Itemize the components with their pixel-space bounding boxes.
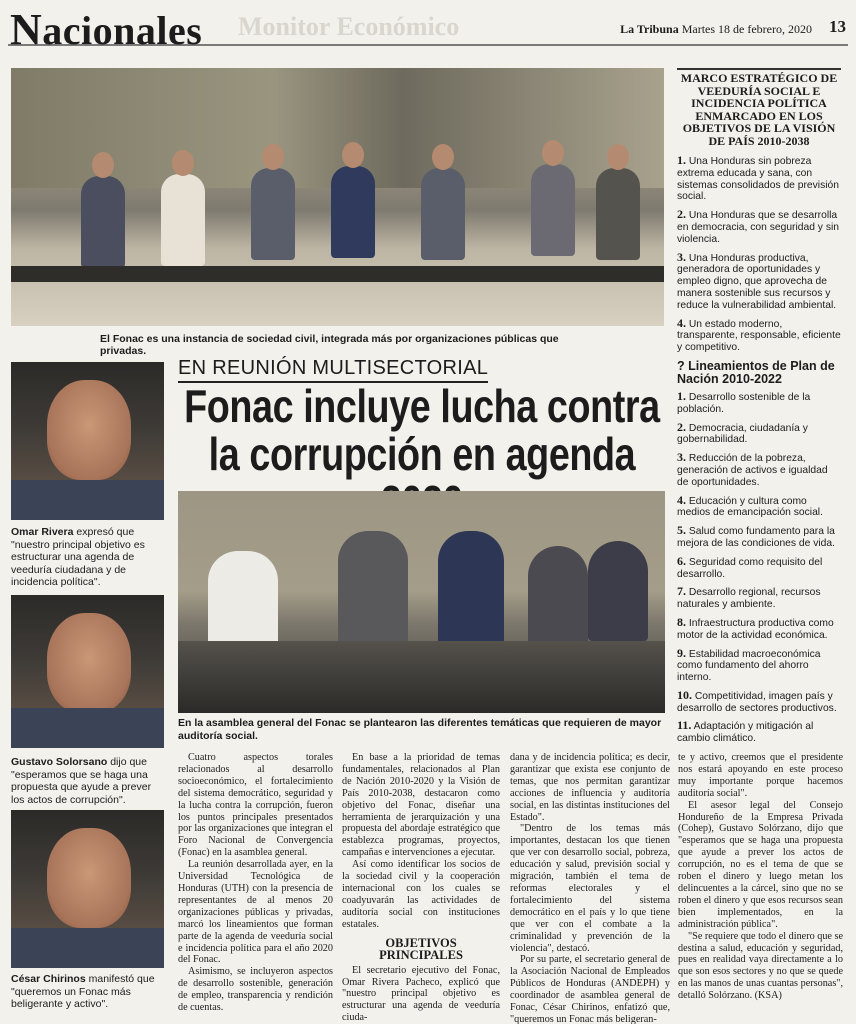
side-caption-name: Omar Rivera bbox=[11, 526, 74, 538]
portrait-face bbox=[47, 828, 131, 928]
portrait-suit bbox=[11, 928, 164, 968]
page-header bbox=[8, 4, 848, 54]
photo-head bbox=[342, 142, 364, 168]
photo-head bbox=[92, 152, 114, 178]
portrait-face bbox=[47, 613, 131, 713]
item-number: 3. bbox=[677, 249, 686, 264]
article-column-4 bbox=[678, 752, 843, 1002]
objectives-list bbox=[677, 155, 841, 354]
item-number: 4. bbox=[677, 315, 686, 330]
article-paragraph: te y activo, creemos que el presidente nos estará apoyando en este proceso muy importante porque hacemos auditoría social". bbox=[678, 752, 843, 799]
lineamiento-item bbox=[677, 525, 841, 550]
lineamiento-item bbox=[677, 586, 841, 611]
side-caption-name: César Chirinos bbox=[11, 973, 86, 985]
item-number: 5. bbox=[677, 523, 686, 538]
item-text: Desarrollo regional, recursos naturales y ambiente. bbox=[677, 587, 821, 611]
item-text: Seguridad como requisito del desarrollo. bbox=[677, 556, 823, 580]
lineamiento-item bbox=[677, 720, 841, 745]
article-paragraph: "Dentro de los temas más importantes, destacan los que tienen que ver con desarrollo social, pobreza, educación y salud, previsión social y migración, también el tema de reformas electorales y el fortalecimiento del sistema democrático en el país y lo que tiene que ver con el combate a la criminalidad y prevención de la violencia", destacó. bbox=[510, 823, 670, 954]
meeting-photo-top bbox=[11, 68, 664, 326]
portrait-gustavo-solorsano bbox=[11, 595, 164, 748]
photo-person bbox=[338, 531, 408, 651]
side-caption-3 bbox=[11, 973, 166, 1011]
top-photo-caption: El Fonac es una instancia de sociedad civil, integrada más por organizaciones públicas que privadas. bbox=[100, 333, 559, 357]
lineamiento-item bbox=[677, 614, 841, 642]
section-title-cap: N bbox=[10, 5, 43, 54]
photo-head bbox=[432, 144, 454, 170]
section-title-rest: acionales bbox=[42, 8, 203, 53]
item-number: 2. bbox=[677, 419, 686, 434]
lineamiento-item bbox=[677, 419, 841, 447]
portrait-cesar-chirinos bbox=[11, 810, 164, 968]
item-number: 7. bbox=[677, 584, 686, 599]
item-text: Estabilidad macroeconómica como fundamento del ahorro interno. bbox=[677, 648, 821, 684]
photo-person bbox=[251, 168, 295, 260]
article-column-1 bbox=[178, 752, 333, 1014]
photo-head bbox=[262, 144, 284, 170]
photo-person bbox=[421, 168, 465, 260]
lineamientos-subtitle: ? Lineamientos de Plan de Nación 2010-2022 bbox=[677, 358, 835, 386]
photo-table bbox=[11, 266, 664, 282]
publication-name: La Tribuna bbox=[620, 22, 679, 36]
item-number: 10. bbox=[677, 687, 692, 702]
item-text: Educación y cultura como medios de emancipación social. bbox=[677, 495, 823, 519]
lineamientos-list bbox=[677, 388, 841, 745]
assembly-photo-caption: En la asamblea general del Fonac se plantearon las diferentes temáticas que requieren de mayor auditoría social. bbox=[178, 717, 662, 742]
meeting-photo-assembly bbox=[178, 491, 665, 713]
article-paragraph: Asimismo, se incluyeron aspectos de desarrollo sostenible, generación de empleo, transparencia y rendición de cuentas. bbox=[178, 966, 333, 1014]
article-paragraph: El secretario ejecutivo del Fonac, Omar Rivera Pacheco, explicó que "nuestro principal objetivo es estructurar una agenda de veeduría ciuda- bbox=[342, 964, 500, 1024]
article-column-3 bbox=[510, 752, 670, 1024]
item-number: 2. bbox=[677, 207, 686, 222]
objective-item bbox=[677, 209, 841, 245]
item-text: Salud como fundamento para la mejora de las condiciones de vida. bbox=[677, 526, 835, 549]
lineamiento-item bbox=[677, 687, 841, 715]
publication-date: Martes 18 de febrero, 2020 bbox=[681, 22, 812, 36]
article-subhead: OBJETIVOS PRINCIPALES bbox=[379, 935, 463, 962]
article-paragraph: La reunión desarrollada ayer, en la Universidad Tecnológica de Honduras (UTH) con la presencia de representantes de al menos 20 organizaciones públicas y privadas, marcó los lineamientos que forman parte de la agenda de veeduría social e incidencia política para el año 2020 del Fonac. bbox=[178, 859, 333, 966]
article-paragraph: El asesor legal del Consejo Hondureño de la Empresa Privada (Cohep), Gustavo Solórzano, dijo que "esperamos que se haga una propuesta que ayude a prever los actos de corrupción, no es el tema de que se roben el dinero y luego metan los delincuentes a la cárcel, sino que no se roben el dinero y que esos recursos sean bien implementados, en la administración pública". bbox=[678, 799, 843, 930]
photo-head bbox=[542, 140, 564, 166]
side-caption-name: Gustavo Solorsano bbox=[11, 756, 108, 768]
item-text: Infraestructura productiva como motor de la actividad económica. bbox=[677, 617, 834, 641]
item-number: 3. bbox=[677, 450, 686, 465]
photo-person bbox=[588, 541, 648, 641]
article-paragraph: Por su parte, el secretario general de la Asociación Nacional de Empleados Públicos de Honduras (ANDEPH) y coordinador de asamblea general de Fonac, César Chirinos, enfatizó que, "queremos un Fonac más beligeran- bbox=[510, 954, 670, 1024]
photo-table bbox=[178, 641, 665, 713]
portrait-suit bbox=[11, 708, 164, 748]
side-caption-text: dijo que "esperamos que se haga una propuesta que ayude a prever los actos de corrupción". bbox=[11, 756, 152, 806]
photo-person bbox=[81, 176, 125, 268]
item-text: Competitividad, imagen país y desarrollo de sectores productivos. bbox=[677, 690, 837, 714]
item-number: 4. bbox=[677, 492, 686, 507]
item-number: 6. bbox=[677, 553, 686, 568]
item-text: Una Honduras sin pobreza extrema educada y sana, con sistemas consolidados de previsión social. bbox=[677, 156, 839, 203]
ghost-bleed-text: Monitor Económico bbox=[238, 12, 460, 41]
article-paragraph: "Se requiere que todo el dinero que se destina a salud, educación y seguridad, pues en realidad vaya directamente a lo que son esos sectores y no que se quede en las manos de unas cuantas personas", detalló Solórzano. (KSA) bbox=[678, 930, 843, 1002]
portrait-face bbox=[47, 380, 131, 480]
headline: Fonac incluye lucha contra la corrupción en agenda bbox=[184, 380, 660, 480]
item-number: 1. bbox=[677, 153, 686, 167]
item-number: 8. bbox=[677, 614, 686, 629]
photo-person bbox=[331, 166, 375, 258]
item-text: Democracia, ciudadanía y gobernabilidad. bbox=[677, 422, 808, 446]
page-number: 13 bbox=[829, 17, 846, 36]
item-text: Una Honduras que se desarrolla en democracia, con seguridad y sin violencia. bbox=[677, 210, 839, 245]
side-caption-1 bbox=[11, 526, 166, 589]
item-text: Un estado moderno, transparente, responsable, eficiente y competitivo. bbox=[677, 318, 841, 354]
item-number: 9. bbox=[677, 645, 686, 660]
item-text: Reducción de la pobreza, generación de activos e igualdad de oportunidades. bbox=[677, 453, 828, 488]
photo-person bbox=[596, 168, 640, 260]
photo-person bbox=[438, 531, 504, 651]
side-caption-text: manifestó que "queremos un Fonac más beligerante y activo". bbox=[11, 973, 155, 1010]
article-paragraph: Cuatro aspectos torales relacionados al desarrollo socioeconómico, el fortalecimiento del sistema democrático, seguridad y la lucha contra la corrupción, fueron los puntos principales presentados por las organizaciones que integran el Foro Nacional de Convergencia (Fonac) en la asamblea general. bbox=[178, 752, 333, 859]
side-caption-2 bbox=[11, 756, 166, 806]
photo-person bbox=[161, 174, 205, 266]
article-paragraph: En base a la prioridad de temas fundamentales, relacionados al Plan de Nación 2010-2020 y la Visión de País 2010-2038, destacaron como objetivo del Fonac, diseñar una herramienta de jerarquización y una propuesta del abordaje estratégico que establezca programas, proyectos, campañas e intervenciones a ejecutar. bbox=[342, 752, 500, 859]
portrait-suit bbox=[11, 480, 164, 520]
item-number: 1. bbox=[677, 388, 686, 403]
item-text: Adaptación y mitigación al cambio climático. bbox=[677, 721, 814, 745]
kicker: EN REUNIÓN MULTISECTORIAL bbox=[178, 357, 488, 383]
section-title bbox=[10, 4, 202, 55]
article-paragraph: Así como identificar los socios de la sociedad civil y la cooperación internacional con los cuales se coadyuvarán las actividades de auditoría social con instituciones estatales. bbox=[342, 859, 500, 930]
photo-person bbox=[528, 546, 588, 646]
sidebar-title: MARCO ESTRATÉGICO DE VEEDURÍA SOCIAL E INCIDENCIA POLÍTICA ENMARCADO EN LOS OBJETIVOS DE LA VISIÓN DE PAÍS 2010-2038 bbox=[677, 68, 841, 147]
lineamiento-item bbox=[677, 452, 841, 488]
strategic-framework-sidebar bbox=[677, 68, 841, 751]
photo-head bbox=[607, 144, 629, 170]
objective-item bbox=[677, 155, 841, 203]
lineamiento-item bbox=[677, 492, 841, 520]
item-text: Desarrollo sostenible de la población. bbox=[677, 391, 811, 415]
side-caption-text: expresó que "nuestro principal objetivo es estructurar una agenda de veeduría ciudadana y de incidencia política". bbox=[11, 526, 145, 588]
photo-head bbox=[172, 150, 194, 176]
portrait-omar-rivera bbox=[11, 362, 164, 520]
photo-person bbox=[531, 164, 575, 256]
lineamiento-item bbox=[677, 645, 841, 684]
item-number: 11. bbox=[677, 718, 692, 733]
item-text: Una Honduras productiva, generadora de oportunidades y empleo digno, que aprovecha de manera sostenible sus recursos y reduce la vulnerabilidad ambiental. bbox=[677, 252, 837, 311]
objective-item bbox=[677, 249, 841, 312]
article-column-2 bbox=[342, 752, 500, 1024]
article-paragraph: dana y de incidencia política; es decir, garantizar que exista ese conjunto de temas, que nos permitan garantizar acciones de influencia y auditoría social, en las distintas instituciones del Estado". bbox=[510, 752, 670, 823]
lineamiento-item bbox=[677, 553, 841, 581]
publication-line bbox=[620, 22, 812, 37]
lineamiento-item bbox=[677, 388, 841, 416]
objective-item bbox=[677, 315, 841, 354]
